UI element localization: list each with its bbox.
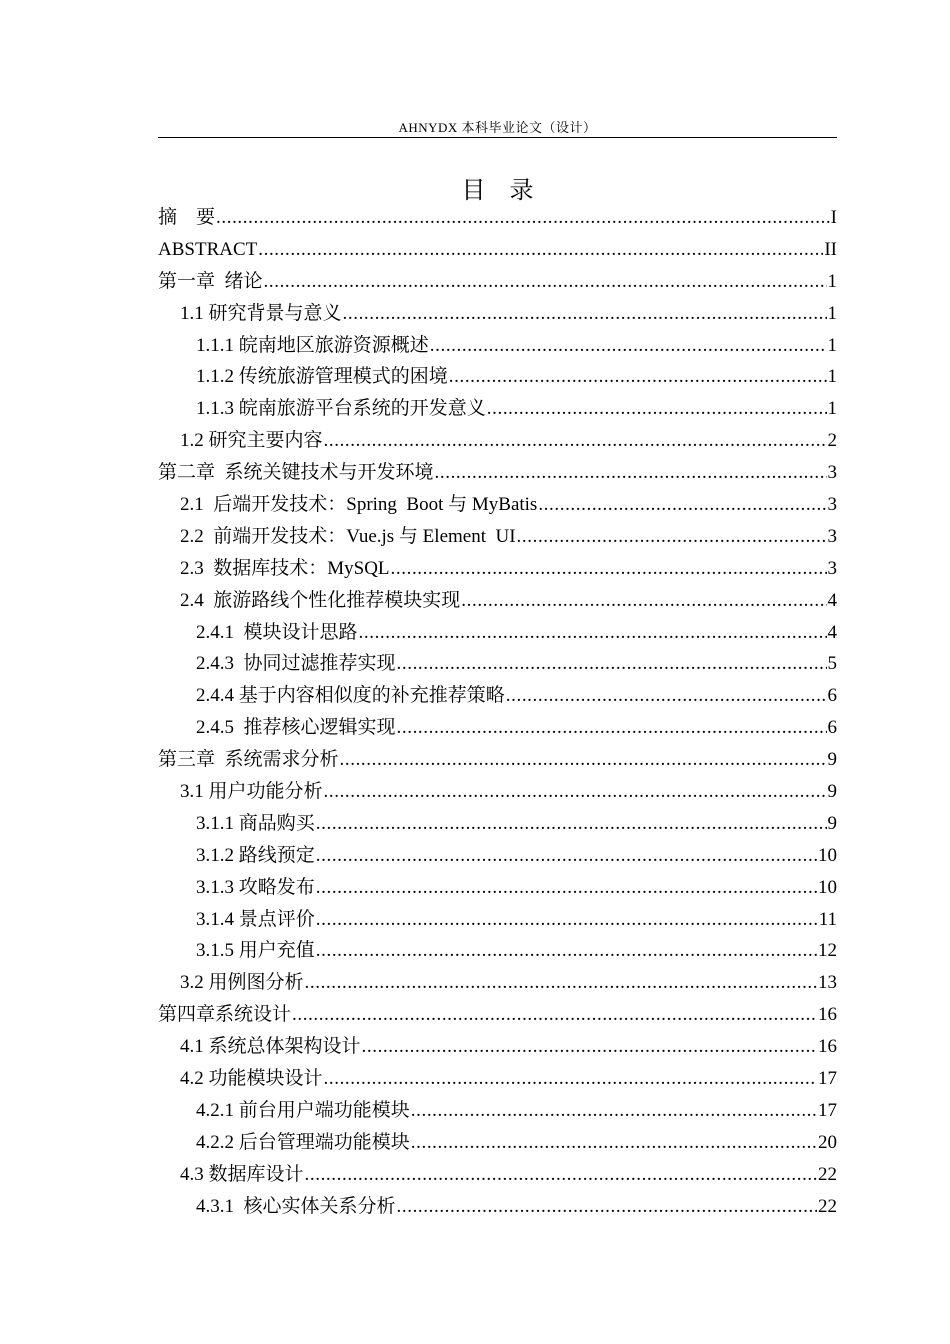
toc-entry-page: 3 — [827, 557, 837, 579]
toc-entry[interactable] — [158, 1063, 837, 1095]
toc-entry-title: 4.1 系统总体架构设计 — [180, 1036, 361, 1058]
toc-dot-leader — [362, 1031, 817, 1063]
toc-dot-leader — [411, 1127, 817, 1159]
toc-entry-page: 17 — [818, 1068, 837, 1090]
toc-entry-page: 5 — [827, 653, 837, 675]
page-header: AHNYDX 本科毕业论文（设计） — [398, 120, 597, 135]
toc-entry-title: 3.1.5 用户充值 — [196, 940, 315, 962]
toc-dot-leader — [487, 393, 827, 425]
toc-entry-title: 摘 要 — [158, 207, 216, 228]
toc-dot-leader — [506, 680, 827, 712]
toc-entry[interactable] — [158, 457, 837, 489]
toc-entry[interactable] — [158, 1095, 837, 1127]
toc-entry-page: 22 — [818, 1163, 837, 1185]
toc-entry-title: 第三章 系统需求分析 — [158, 749, 339, 771]
toc-entry-title: 4.3 数据库设计 — [180, 1163, 304, 1185]
toc-dot-leader — [324, 1063, 817, 1095]
toc-dot-leader — [397, 712, 827, 744]
toc-entry[interactable] — [158, 1127, 837, 1159]
toc-dot-leader — [340, 744, 827, 776]
toc-entry-title: 第一章 绪论 — [158, 270, 263, 292]
toc-entry[interactable] — [158, 967, 837, 999]
toc-dot-leader — [316, 935, 817, 967]
toc-entry-title: 1.1.2 传统旅游管理模式的困境 — [196, 366, 448, 388]
toc-entry-page: 22 — [818, 1195, 837, 1217]
toc-entry-page: 4 — [827, 589, 837, 611]
toc-entry-title: 3.1.3 攻略发布 — [196, 876, 315, 898]
toc-entry[interactable] — [158, 266, 837, 298]
toc-dot-leader — [305, 1159, 817, 1191]
toc-dot-leader — [264, 266, 827, 298]
toc-entry-page: 1 — [827, 270, 837, 292]
toc-entry[interactable] — [158, 712, 837, 744]
toc-entry[interactable] — [158, 744, 837, 776]
toc-dot-leader — [316, 840, 817, 872]
toc-entry[interactable] — [158, 553, 837, 585]
toc-entry[interactable] — [158, 1191, 837, 1223]
toc-dot-leader — [292, 999, 817, 1031]
toc-dot-leader — [397, 1191, 817, 1223]
toc-entry[interactable] — [158, 648, 837, 680]
toc-entry[interactable] — [158, 680, 837, 712]
toc-entry-page: 3 — [827, 462, 837, 484]
toc-entry-title: 第二章 系统关键技术与开发环境 — [158, 462, 434, 484]
toc-entry[interactable] — [158, 872, 837, 904]
toc-dot-leader — [449, 361, 827, 393]
toc-entry[interactable] — [158, 234, 837, 266]
toc-dot-leader — [538, 489, 826, 521]
toc-dot-leader — [411, 1095, 817, 1127]
header-rule — [158, 137, 837, 138]
toc-dot-leader — [391, 553, 827, 585]
toc-entry[interactable] — [158, 840, 837, 872]
toc-dot-leader — [324, 425, 827, 457]
toc-entry-page: 11 — [818, 908, 837, 930]
toc-entry-title: ABSTRACT — [158, 238, 258, 260]
toc-entry[interactable] — [158, 330, 837, 362]
toc-entry-page: 2 — [827, 430, 837, 452]
toc-entry[interactable] — [158, 776, 837, 808]
toc-entry-page: 16 — [818, 1036, 837, 1058]
toc-entry-page: 10 — [818, 876, 837, 898]
toc-entry-page: 20 — [818, 1131, 837, 1153]
toc-entry-page: 3 — [827, 494, 837, 516]
toc-dot-leader — [397, 648, 827, 680]
toc-entry-page: II — [824, 238, 837, 260]
toc-dot-leader — [316, 904, 818, 936]
toc-entry[interactable] — [158, 202, 837, 234]
toc-entry-page: 9 — [827, 781, 837, 803]
toc-entry-page: 3 — [827, 525, 837, 547]
toc-entry-title: 3.1.1 商品购买 — [196, 812, 315, 834]
toc-entry-page: 1 — [827, 366, 837, 388]
toc-entry[interactable] — [158, 1159, 837, 1191]
toc-entry-page: 6 — [827, 717, 837, 739]
toc-entry-page: 6 — [827, 685, 837, 707]
toc-dot-leader — [324, 776, 827, 808]
toc-dot-leader — [359, 617, 827, 649]
toc-entry[interactable] — [158, 361, 837, 393]
toc-entry-page: 16 — [818, 1004, 837, 1026]
toc-entry-page: 9 — [827, 812, 837, 834]
toc-dot-leader — [305, 967, 817, 999]
toc-dot-leader — [316, 808, 827, 840]
toc-dot-leader — [216, 202, 830, 234]
toc-entry-page: 17 — [818, 1099, 837, 1121]
toc-entry-title: 第四章系统设计 — [158, 1004, 292, 1026]
toc-entry-title: 1.2 研究主要内容 — [180, 430, 323, 452]
toc-entry-page: 1 — [827, 398, 837, 420]
toc-entry-title: 2.2 前端开发技术：Vue.js 与 Element UI — [180, 525, 516, 547]
toc-entry-page: 13 — [818, 972, 837, 994]
toc-entry-title: 2.4.1 模块设计思路 — [196, 621, 358, 643]
toc-entry-title: 1.1.1 皖南地区旅游资源概述 — [196, 334, 429, 356]
toc-entry-page: 1 — [827, 302, 837, 324]
toc-entry[interactable] — [158, 393, 837, 425]
toc-entry[interactable] — [158, 489, 837, 521]
toc-dot-leader — [461, 585, 826, 617]
toc-dot-leader — [435, 457, 827, 489]
toc-entry-title: 4.3.1 核心实体关系分析 — [196, 1195, 396, 1217]
toc-entry-title: 1.1 研究背景与意义 — [180, 302, 342, 324]
toc-entry[interactable] — [158, 904, 837, 936]
toc-entry-title: 2.4.5 推荐核心逻辑实现 — [196, 717, 396, 739]
toc-dot-leader — [517, 521, 827, 553]
toc-entry-page: 12 — [818, 940, 837, 962]
toc-dot-leader — [316, 872, 817, 904]
toc-entry-title: 2.1 后端开发技术：Spring Boot 与 MyBatis — [180, 494, 538, 516]
toc-entry[interactable] — [158, 521, 837, 553]
toc-entry[interactable] — [158, 999, 837, 1031]
toc-title: 目 录 — [461, 178, 534, 204]
toc-entry-title: 4.2 功能模块设计 — [180, 1068, 323, 1090]
toc-entry[interactable] — [158, 298, 837, 330]
toc-entry[interactable] — [158, 808, 837, 840]
toc-entry[interactable] — [158, 935, 837, 967]
toc-entry-title: 3.1.2 路线预定 — [196, 844, 315, 866]
toc-entry-title: 2.4.3 协同过滤推荐实现 — [196, 653, 396, 675]
toc-entry-page: 4 — [827, 621, 837, 643]
toc-entry-title: 3.2 用例图分析 — [180, 972, 304, 994]
toc-entry[interactable] — [158, 585, 837, 617]
toc-entry[interactable] — [158, 425, 837, 457]
toc-entry-title: 2.3 数据库技术：MySQL — [180, 557, 390, 579]
toc-entry-title: 4.2.2 后台管理端功能模块 — [196, 1131, 410, 1153]
toc-entry-title: 2.4.4 基于内容相似度的补充推荐策略 — [196, 685, 505, 707]
toc-entry-title: 1.1.3 皖南旅游平台系统的开发意义 — [196, 398, 486, 420]
table-of-contents — [158, 202, 837, 1223]
toc-entry-title: 3.1 用户功能分析 — [180, 781, 323, 803]
toc-entry-title: 4.2.1 前台用户端功能模块 — [196, 1099, 410, 1121]
toc-entry-page: I — [830, 207, 837, 228]
toc-entry-title: 2.4 旅游路线个性化推荐模块实现 — [180, 589, 461, 611]
toc-dot-leader — [430, 330, 827, 362]
toc-entry-page: 10 — [818, 844, 837, 866]
toc-dot-leader — [258, 234, 823, 266]
toc-entry[interactable] — [158, 617, 837, 649]
toc-entry-page: 9 — [827, 749, 837, 771]
toc-entry-title: 3.1.4 景点评价 — [196, 908, 315, 930]
toc-dot-leader — [343, 298, 827, 330]
toc-entry-page: 1 — [827, 334, 837, 356]
toc-entry[interactable] — [158, 1031, 837, 1063]
